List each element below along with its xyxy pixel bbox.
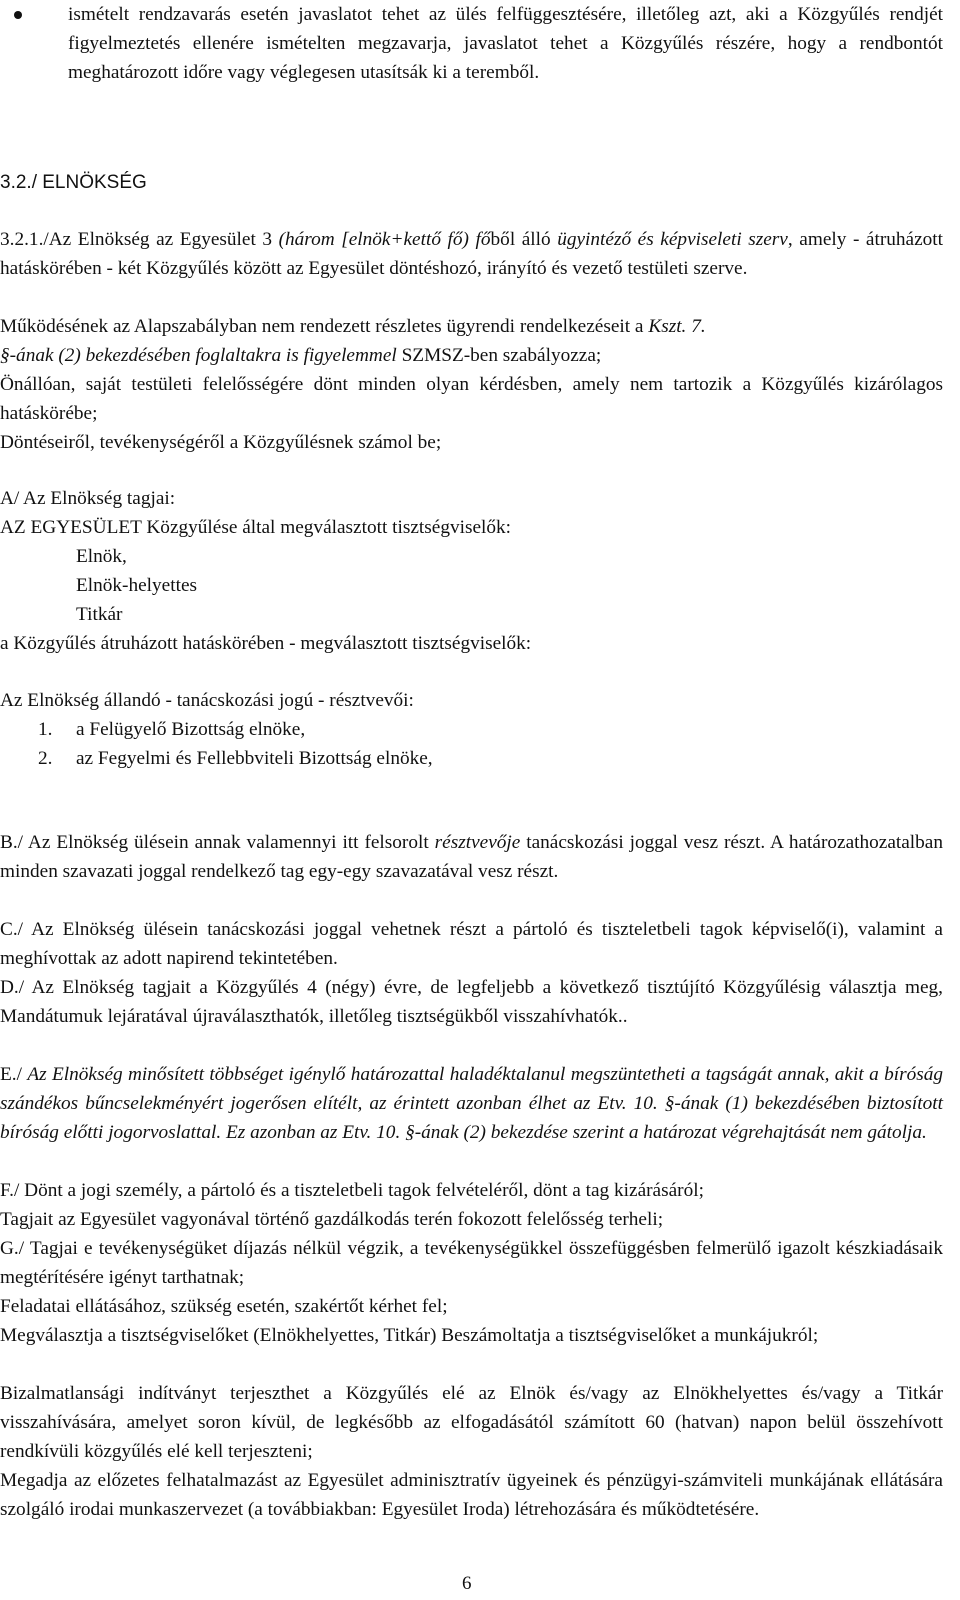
ugyrend-lead: Működésének az Alapszabályban nem rendezett részletes ügyrendi rendelkezéseit a xyxy=(0,316,649,337)
a-tagjai-label: A/ Az Elnökség tagjai: xyxy=(0,488,176,509)
b-tail: tanácskozási joggal vesz részt. A határozathozatalban minden szavazati joggal rendelkező tag egy-egy szavazatával vesz részt. xyxy=(0,832,943,882)
paragraph-tagjait: Tagjait az Egyesület vagyonával történő gazdálkodás terén fokozott felelősség terheli; xyxy=(0,1209,664,1230)
officer-elnok: Elnök, xyxy=(76,546,127,567)
paragraph-megvalasztja: Megválasztja a tisztségviselőket (Elnökhelyettes, Titkár) Beszámoltatja a tisztségviselőket a munkájukról; xyxy=(0,1325,819,1346)
a-valasztott-label: AZ EGYESÜLET Közgyűlése által megválasztott tisztségviselők: xyxy=(0,517,512,538)
s321-lead: 3.2.1./Az Elnökség az Egyesület 3 xyxy=(0,229,279,250)
list-item-number: 2. xyxy=(38,748,53,769)
paragraph-b xyxy=(0,828,943,886)
officer-titkar: Titkár xyxy=(76,604,123,625)
bullet-icon xyxy=(14,11,22,19)
section-heading: 3.2./ ELNÖKSÉG xyxy=(0,172,147,193)
page-number: 6 xyxy=(462,1573,472,1594)
paragraph-f: F./ Dönt a jogi személy, a pártoló és a tiszteletbeli tagok felvételéről, dönt a tag kizárásáról; xyxy=(0,1180,704,1201)
paragraph-donteseirol: Döntéseiről, tevékenységéről a Közgyűlésnek számol be; xyxy=(0,432,442,453)
b-italic: résztvevője xyxy=(434,832,521,853)
paragraph-e xyxy=(0,1060,943,1147)
ugyrend-italic-1: Kszt. 7. xyxy=(648,316,706,337)
paragraph-3-2-1 xyxy=(0,225,943,283)
a-atruhazott-label: a Közgyűlés átruházott hatáskörében - megválasztott tisztségviselők: xyxy=(0,633,532,654)
list-item-number: 1. xyxy=(38,719,53,740)
paragraph-ugyrend xyxy=(0,312,943,370)
officer-elnok-helyettes: Elnök-helyettes xyxy=(76,575,198,596)
e-italic: Az Elnökség minősített többséget igénylő határozattal haladéktalanul megszüntetheti a tagságát annak, akit a bíróság szándékos bűncselekményért jogerősen elítélt, az érintett azonban élhet az Etv. 10. §-ának (1) bekezdésében biztosított bíróság előtti jogorvoslattal. Ez azonban az Etv. 10. §-ának (2) bekezdése szerint a határozat végrehajtását nem gátolja. xyxy=(0,1064,943,1143)
list-item-text: az Fegyelmi és Fellebbviteli Bizottság elnöke, xyxy=(76,748,433,769)
s321-mid: ből álló xyxy=(490,229,558,250)
paragraph-megadja: Megadja az előzetes felhatalmazást az Egyesület adminisztratív ügyeinek és pénzügyi-számviteli munkájának ellátására szolgáló irodai munkaszervezet (a továbbiakban: Egyesület Iroda) létrehozására és működtetésére. xyxy=(0,1470,943,1520)
paragraph-c: C./ Az Elnökség ülésein tanácskozási joggal vehetnek részt a pártoló és tiszteletbeli tagok képviselő(i), valamint a meghívottak az adott napirend tekintetében. xyxy=(0,919,943,969)
paragraph-bizalmatlansagi: Bizalmatlansági indítványt terjeszthet a Közgyűlés elé az Elnök és/vagy az Elnökhelyettes és/vagy a Titkár visszahívására, amelyet soron kívül, de legkésőbb az elfogadásától számított 60 (hatvan) napon belül összehívott rendkívüli közgyűlés elé kell terjeszteni; xyxy=(0,1383,943,1462)
s321-italic-2: ügyintéző és képviseleti szerv xyxy=(557,229,788,250)
ugyrend-tail: SZMSZ-ben szabályozza; xyxy=(396,345,602,366)
s321-tail: , amely - átruházott hatáskörében - két Közgyűlés között az Egyesület döntéshozó, irányító és vezető testületi szerve. xyxy=(0,229,944,279)
ugyrend-italic-2: §-ának (2) bekezdésében foglaltakra is figyelemmel xyxy=(0,345,397,366)
paragraph-feladatai: Feladatai ellátásához, szükség esetén, szakértőt kérhet fel; xyxy=(0,1296,448,1317)
e-lead: E./ xyxy=(0,1064,28,1085)
paragraph-d: D./ Az Elnökség tagjait a Közgyűlés 4 (négy) évre, de legfeljebb a következő tisztújító Közgyűlésig választja meg, Mandátumuk lejáratával újraválaszthatók, illetőleg tisztségükből visszahívhatók.. xyxy=(0,977,943,1027)
allando-label: Az Elnökség állandó - tanácskozási jogú - résztvevői: xyxy=(0,690,414,711)
paragraph-g: G./ Tagjai e tevékenységüket díjazás nélkül végzik, a tevékenységükkel összefüggésben felmerülő igazolt készkiadásaik megtérítésére igényt tarthatnak; xyxy=(0,1238,943,1288)
list-item-text: a Felügyelő Bizottság elnöke, xyxy=(76,719,306,740)
paragraph-onalloan: Önállóan, saját testületi felelősségére dönt minden olyan kérdésben, amely nem tartozik a Közgyűlés kizárólagos hatáskörébe; xyxy=(0,374,943,424)
s321-italic-1: (három [elnök+kettő fő) fő xyxy=(278,229,491,250)
intro-bullet-text: ismételt rendzavarás esetén javaslatot tehet az ülés felfüggesztésére, illetőleg azt, aki a Közgyűlés rendjét figyelmeztetés ellenére ismételten megzavarja, javaslatot tehet a Közgyűlés részére, hogy a rendbontót meghatározott időre vagy véglegesen utasítsák ki a teremből. xyxy=(68,4,943,83)
b-lead: B./ Az Elnökség ülésein annak valamennyi itt felsorolt xyxy=(0,832,435,853)
